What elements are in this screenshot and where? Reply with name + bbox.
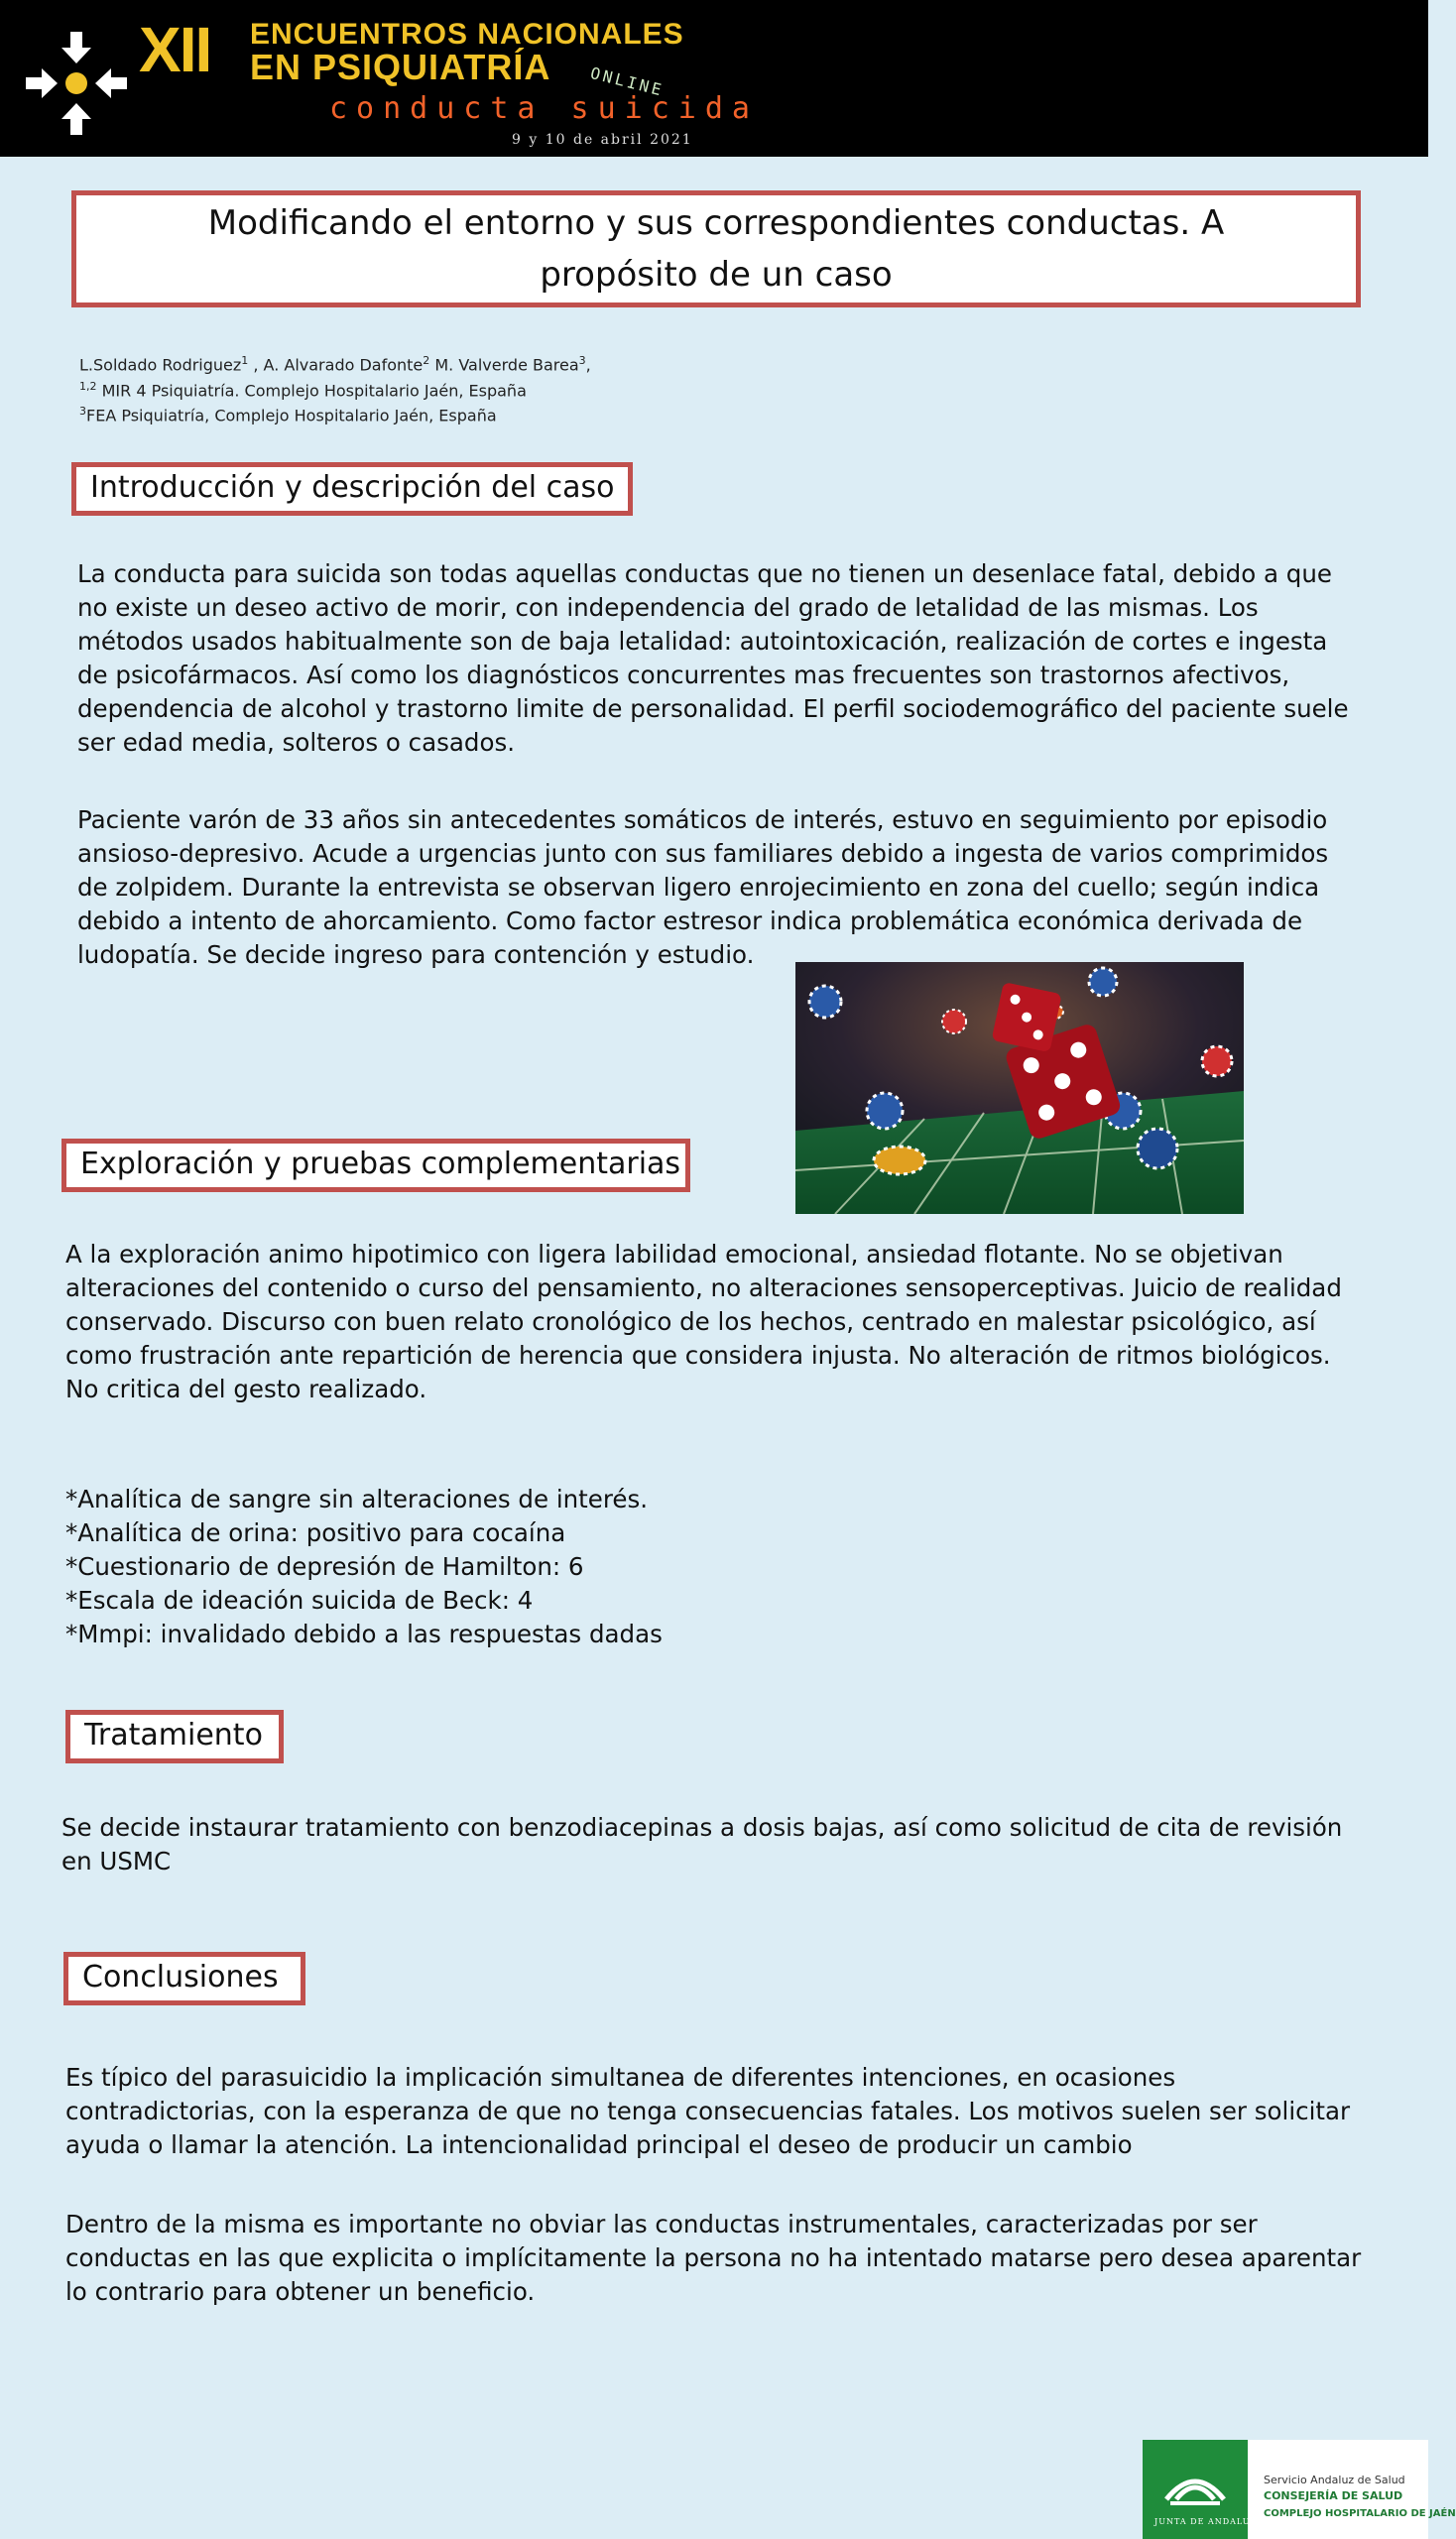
author-1: L.Soldado Rodriguez — [79, 355, 242, 375]
section-heading-tratamiento: Tratamiento — [65, 1710, 284, 1763]
intro-paragraph-1: La conducta para suicida son todas aquellas conductas que no tienen un desenlace fatal, debido a que no existe un deseo activo de morir, con independencia del grado de letalidad de las mismas. Los métodos usados habitualmente son de baja letalidad: autointoxicación, realización de cortes e ingesta de psicofármacos. Así como los diagnósticos concurrentes mas frecuentes son trastornos afectivos, dependencia de alcohol y trastorno limite de personalidad. El perfil sociodemográfico del paciente suele ser edad media, solteros o casados. — [77, 559, 1349, 757]
logo-line2: EN PSIQUIATRÍA — [250, 47, 551, 87]
page-title: Modificando el entorno y sus correspondientes conductas. A propósito de un caso — [207, 203, 1225, 295]
junta-arch-icon — [1160, 2454, 1230, 2513]
affiliation-1-sup: 1,2 — [79, 380, 97, 393]
author-1-sup: 1 — [241, 354, 249, 367]
footer-logo — [1143, 2440, 1456, 2539]
section-heading-intro: Introducción y descripción del caso — [71, 462, 633, 516]
test-item: *Cuestionario de depresión de Hamilton: 6 — [65, 1552, 584, 1581]
section-heading-conclusiones: Conclusiones — [63, 1952, 305, 2005]
affiliation-2-sup: 3 — [79, 405, 86, 418]
footer-consejeria: CONSEJERÍA DE SALUD — [1264, 2489, 1403, 2502]
section-heading-exploracion: Exploración y pruebas complementarias — [61, 1139, 690, 1192]
author-names — [79, 350, 591, 376]
logo-online: ONLINE — [588, 63, 667, 100]
junta-andalucia-mark — [1143, 2440, 1269, 2539]
test-item: *Escala de ideación suicida de Beck: 4 — [65, 1586, 534, 1615]
title-box — [71, 190, 1361, 307]
logo-date: 9 y 10 de abril 2021 — [512, 132, 693, 148]
footer-hospital: COMPLEJO HOSPITALARIO DE JAÉN — [1264, 2508, 1456, 2519]
author-3-end: , — [585, 355, 591, 375]
intro-paragraph-2: Paciente varón de 33 años sin antecedentes somáticos de interés, estuvo en seguimiento por episodio ansioso-depresivo. Acude a urgencias junto con sus familiares debido a ingesta de varios comprimidos de zolpidem. Durante la entrevista se observan ligero enrojecimiento en zona del cuello; según indica debido a intento de ahorcamiento. Como factor estresor indica problemática económica derivada de ludopatía. Se decide ingreso para contención y estudio. — [77, 805, 1329, 969]
tratamiento-paragraph: Se decide instaurar tratamiento con benzodiacepinas a dosis bajas, así como solicitud de cita de revisión en USMC — [61, 1813, 1343, 1875]
arrows-logo-icon — [22, 28, 131, 139]
exploracion-paragraph: A la exploración animo hipotimico con ligera labilidad emocional, ansiedad flotante. No se objetivan alteraciones del contenido o curso del pensamiento, no alteraciones sensoperceptivas. Juicio de realidad conservado. Discurso con buen relato cronológico de los hechos, centrado en malestar psicológico, así como frustración ante repartición de herencia que considera injusta. No alteración de ritmos biológicos. No critica del gesto realizado. — [65, 1240, 1342, 1403]
logo-subtitle: conducta suicida — [329, 91, 759, 126]
test-item: *Analítica de orina: positivo para cocaína — [65, 1518, 566, 1547]
affiliation-1-text: MIR 4 Psiquiatría. Complejo Hospitalario Jaén, España — [96, 381, 527, 401]
logo-line1: ENCUENTROS NACIONALES — [250, 18, 684, 51]
junta-label: JUNTA DE ANDALUCIA — [1154, 2517, 1269, 2526]
test-item: *Analítica de sangre sin alteraciones de interés. — [65, 1485, 648, 1513]
test-item: *Mmpi: invalidado debido a las respuestas dadas — [65, 1620, 663, 1648]
affiliation-2 — [79, 401, 497, 426]
conclusiones-paragraph-2: Dentro de la misma es importante no obviar las conductas instrumentales, caracterizadas por ser conductas en las que explicita o implícitamente la persona no ha intentado matarse pero desea aparentar lo contrario para obtener un beneficio. — [65, 2210, 1362, 2306]
affiliation-2-text: FEA Psiquiatría, Complejo Hospitalario Jaén, España — [86, 406, 497, 425]
affiliation-1 — [79, 376, 527, 402]
conclusiones-paragraph-1: Es típico del parasuicidio la implicación simultanea de diferentes intenciones, en ocasiones contradictorias, con la esperanza de que no tenga consecuencias fatales. Los motivos suelen ser solicitar ayuda o llamar la atención. La intencionalidad principal el deseo de producir un cambio — [65, 2063, 1351, 2159]
header-banner — [0, 0, 1428, 157]
logo-number: XII — [139, 14, 211, 85]
author-2-sup: 2 — [423, 354, 430, 367]
footer-org: Servicio Andaluz de Salud — [1264, 2474, 1405, 2486]
author-2: , A. Alvarado Dafonte — [248, 355, 424, 375]
casino-dice-image — [795, 962, 1244, 1214]
author-3-sup: 3 — [578, 354, 586, 367]
author-3: M. Valverde Barea — [429, 355, 579, 375]
